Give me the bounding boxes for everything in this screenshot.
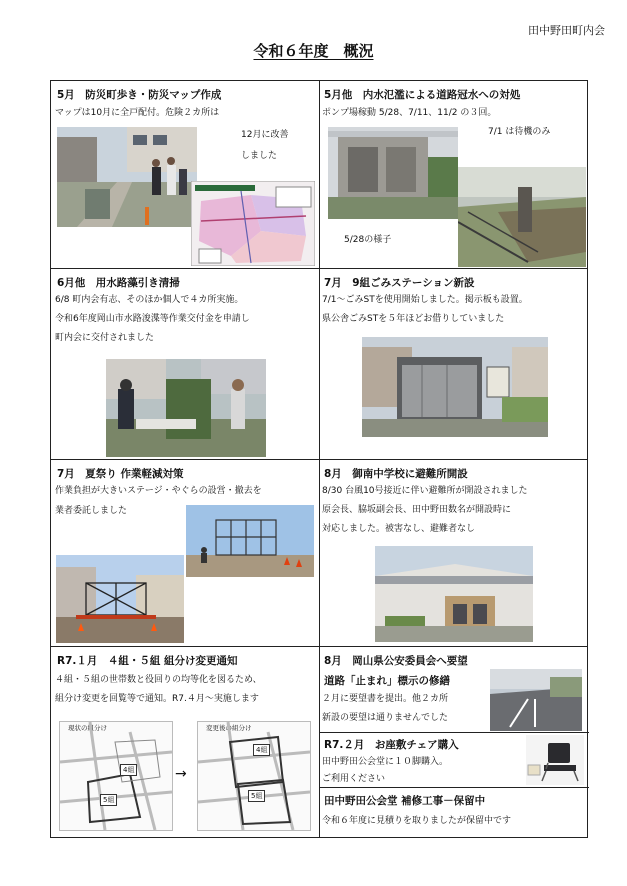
text-line: マップは10月に全戸配付。危険２カ所は	[55, 108, 220, 118]
map-after	[197, 721, 311, 831]
cell-flood-response	[320, 81, 589, 268]
photo-stage-setup	[186, 505, 314, 577]
photo-flooded-channel	[458, 167, 586, 267]
text-line: 令和6年度岡山市水路浚渫等作業交付金を申請し	[55, 314, 250, 324]
cell-summer-festival	[51, 460, 319, 646]
cell-stop-sign-request	[320, 647, 589, 732]
cell-group-change	[51, 647, 319, 839]
group-5-label: 5組	[100, 794, 117, 806]
photo-gymnasium	[375, 546, 533, 642]
photo-yagura-tower	[56, 555, 184, 643]
cell-disaster-walk	[51, 81, 319, 268]
text-line: 12月に改善	[241, 130, 289, 140]
photo-floor-chair	[526, 735, 584, 785]
text-line: 8/30 台風10号接近に伴い避難所が開設されました	[322, 486, 528, 496]
text-line: ポンプ場稼動 5/28、7/11、11/2 の３回。	[322, 108, 497, 118]
text-line: 町内会に交付されました	[55, 333, 155, 343]
heading-chair-purchase: R7.２月 お座敷チェア購入	[324, 739, 459, 751]
map-before-label: 現状の組分け	[68, 724, 107, 732]
heading-disaster-walk: 5月 防災町歩き・防災マップ作成	[57, 89, 222, 101]
text-line: 県公舎ごみSTを５年ほどお借りしていました	[322, 314, 505, 324]
photo-street-walk	[57, 127, 197, 227]
cell-garbage-station	[320, 269, 589, 459]
map-before	[59, 721, 173, 831]
arrow-icon: →	[175, 766, 187, 782]
subheading-stop-sign: 道路「止まれ」標示の修繕	[324, 675, 450, 687]
text-line: 6/8 町内会有志、そのほか個人で４カ所実施。	[55, 295, 244, 305]
cell-waterway-cleaning	[51, 269, 319, 459]
text-line: 対応しました。被害なし、避難者なし	[322, 524, 476, 534]
photo-pump-station	[328, 127, 458, 219]
heading-garbage-station: 7月 9組ごみステーション新設	[324, 277, 475, 289]
overview-table	[50, 80, 588, 838]
text-line: 組分け変更を回覧等で通知。R7.４月～実施します	[55, 694, 259, 704]
heading-waterway-cleaning: 6月他 用水路藻引き清掃	[57, 277, 180, 289]
heading-summer-festival: 7月 夏祭り 作業軽減対策	[57, 468, 184, 480]
heading-hall-repair: 田中野田公会堂 補修工事－保留中	[324, 795, 486, 807]
heading-flood-response: 5月他 内水氾濫による道路冠水への対処	[324, 89, 521, 101]
text-line: 7/1～ごみSTを使用開始しました。掲示板も設置。	[322, 295, 528, 305]
cell-hall-repair	[320, 788, 589, 838]
text-line: ２月に要望書を提出。他２カ所	[322, 694, 449, 704]
photo-caption: 5/28の様子	[344, 235, 392, 245]
group-4-label: 4組	[120, 764, 137, 776]
text-line: ご利用ください	[322, 774, 386, 784]
text-line: 令和６年度に見積りを取りましたが保留中です	[322, 816, 512, 826]
photo-garbage-station	[362, 337, 548, 437]
photo-waterway-cleaning	[106, 359, 266, 457]
text-line: ４組・５組の世帯数と役回りの均等化を図るため、	[55, 675, 262, 685]
photo-road-marking	[490, 669, 582, 731]
page-title: 令和６年度 概況	[253, 42, 374, 60]
text-line: 作業負担が大きいステージ・やぐらの設営・撤去を	[55, 486, 262, 496]
heading-group-change: R7.１月 ４組・５組 組分け変更通知	[57, 655, 238, 667]
text-line: 田中野田公会堂に１０脚購入。	[322, 757, 449, 767]
text-line: 業者委託しました	[55, 506, 128, 516]
org-name: 田中野田町内会	[528, 24, 605, 37]
text-line: 新設の要望は通りませんでした	[322, 713, 449, 723]
photo-disaster-map	[191, 181, 315, 266]
group-5-label-after: 5組	[248, 790, 265, 802]
heading-evacuation-shelter: 8月 御南中学校に避難所開設	[324, 468, 468, 480]
text-line: 7/1 は待機のみ	[488, 127, 551, 137]
text-line: しました	[241, 151, 278, 161]
cell-chair-purchase	[320, 733, 589, 787]
text-line: 原会長、脇坂副会長、田中野田数名が開設時に	[322, 505, 512, 515]
group-4-label-after: 4組	[253, 744, 270, 756]
cell-evacuation-shelter	[320, 460, 589, 646]
map-after-label: 変更後の組分け	[206, 724, 252, 732]
heading-stop-sign-request: 8月 岡山県公安委員会へ要望	[324, 655, 468, 667]
